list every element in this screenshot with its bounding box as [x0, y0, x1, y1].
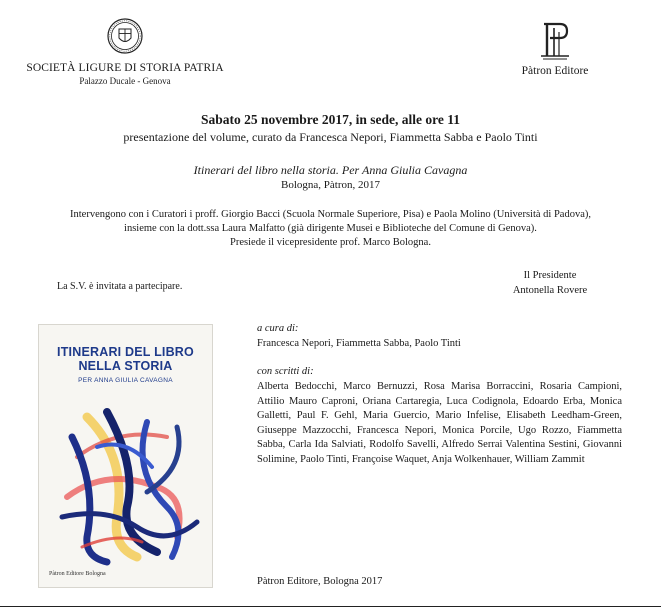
- speakers-line: Presiede il vicepresidente prof. Marco Bologna.: [230, 237, 431, 248]
- editors-label: a cura di:: [257, 323, 299, 334]
- footer-imprint: Pàtron Editore, Bologna 2017: [257, 576, 383, 587]
- publisher-name: Pàtron Editore: [521, 65, 589, 77]
- contributors-list: Alberta Bedocchi, Marco Bernuzzi, Rosa Marisa Borraccini, Rosaria Campioni, Attilio Mauro Caproni, Oriana Cartaregia, Luca Codignola, Edoardo Erba, Monica Galletti, Paul F. Gehl, Maria Guercio, Mario Infelise, Elisabeth Leedham-Green, Giuseppe Mazzocchi, Francesca Nepori, Monica Porcile, Ugo Rozzo, Fiammetta Sabba, Carla Ida Salviati, Rodolfo Savelli, Alfredo Serrai Valentina Sestini, Giovanni Solimine, Paolo Tinti, Françoise Waquet, Anja Wolkenhauer, William Zammit: [257, 381, 622, 465]
- cover-subtitle: PER ANNA GIULIA CAVAGNA: [78, 377, 173, 384]
- book-title: Itinerari del libro nella storia. Per Anna Giulia Cavagna: [193, 163, 468, 177]
- book-imprint: Bologna, Pàtron, 2017: [281, 179, 380, 191]
- invitation-text: La S.V. è invitata a partecipare.: [57, 281, 183, 292]
- speakers-block: [20, 208, 641, 250]
- society-seal-icon: [107, 18, 143, 54]
- bottom-divider: [0, 606, 661, 607]
- signer-title: Il Presidente: [523, 270, 577, 281]
- cover-publisher: Pàtron Editore Bologna: [49, 571, 106, 577]
- cover-title-line: NELLA STORIA: [78, 359, 173, 373]
- book-cover: [38, 324, 213, 588]
- speakers-line: insieme con la dott.ssa Laura Malfatto (già dirigente Musei e Biblioteche del Comune di Genova).: [124, 223, 537, 234]
- signer-name: Antonella Rovere: [512, 285, 588, 296]
- society-place: Palazzo Ducale - Genova: [79, 76, 171, 86]
- cover-title-line: ITINERARI DEL LIBRO: [57, 345, 194, 359]
- editors: Francesca Nepori, Fiammetta Sabba, Paolo Tinti: [257, 338, 461, 349]
- contributors-label: con scritti di:: [257, 366, 314, 377]
- society-name: SOCIETÀ LIGURE DI STORIA PATRIA: [26, 62, 224, 74]
- speakers-line: Intervengono con i Curatori i proff. Giorgio Bacci (Scuola Normale Superiore, Pisa) e Paola Molino (Università di Padova),: [70, 209, 591, 220]
- cover-artwork: [47, 397, 205, 567]
- cover-title: [39, 345, 212, 373]
- event-date: Sabato 25 novembre 2017, in sede, alle ore 11: [201, 112, 460, 127]
- patron-logo-icon: [538, 20, 572, 62]
- event-presentation: presentazione del volume, curato da Francesca Nepori, Fiammetta Sabba e Paolo Tinti: [123, 130, 538, 144]
